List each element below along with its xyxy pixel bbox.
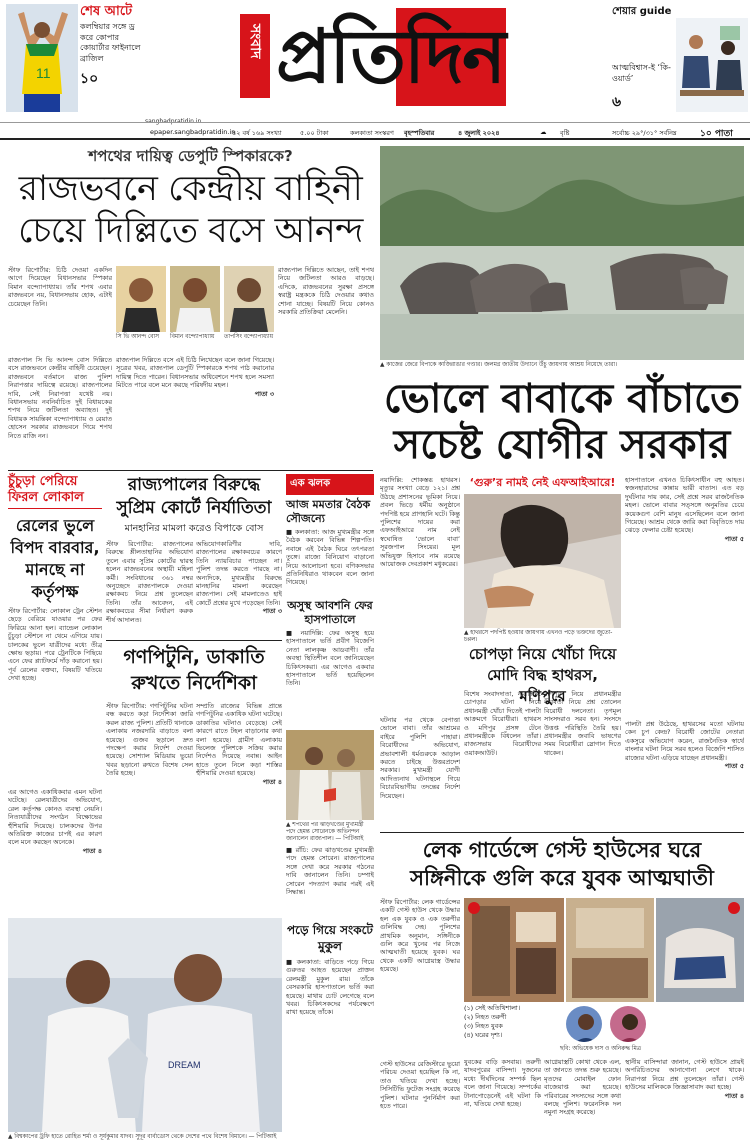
- mukul-story[interactable]: [286, 922, 374, 954]
- photo-list-item: (২) নিহত তরুণী: [464, 1013, 507, 1021]
- page-count: ১০ পাতা: [700, 129, 733, 139]
- supplement-logo: শেয়ার guide: [612, 6, 672, 17]
- guesthouse-photo[interactable]: [464, 898, 564, 1002]
- ek-jhalak-column[interactable]: [286, 474, 374, 697]
- lake-body-col1: [380, 898, 460, 1058]
- portrait-2: [170, 266, 220, 332]
- victim-illustration: [656, 898, 744, 1002]
- hathras-photo-caption: ▲ হাথরসে পদপিষ্ট হওয়ার জায়গায় এখনও পড়ে ভক্তদের জুতো-চপ্পল।: [464, 630, 613, 643]
- hathras-subhead: ‘গুরু’র নামই নেই এফআইআরে!: [469, 476, 616, 489]
- hathras-body-col3: [625, 476, 744, 716]
- lake-body-col2: [464, 1058, 541, 1142]
- masthead-logo[interactable]: [150, 4, 600, 116]
- weekday: বৃহস্পতিবার: [404, 129, 435, 137]
- chopra-headline-line1: চোপড়া নিয়ে খোঁচা দিয়ে: [468, 645, 617, 663]
- mukul-headline: পড়ে গিয়ে সংকটে মুকুল: [287, 923, 373, 953]
- hooghly-body-2: [8, 788, 102, 912]
- victim-photo[interactable]: [656, 898, 744, 1002]
- governor-body-text-2: অভিযোগকারিণীর দাবি, রাজ্যপালের রক্ষাকবচের কারণে তিনি ন্যায়বিচার পাচ্ছেন না। পুলিশ তদন্ত করতে পারছে না। অন্যদিকে, মুখ্যমন্ত্রীর বিরুদ্ধে মানহানির মামলা করেছেন রাজ্যপাল। সেই মামলাতেও হাই কোর্টে প্রশ্নের মুখে পড়েছেন তিনি।: [196, 540, 282, 607]
- chopra-body-col3: [625, 720, 744, 830]
- lake-body-col4: [625, 1058, 744, 1142]
- sports-teaser-text: [80, 4, 142, 91]
- ek-jhalak-item3-body: [286, 846, 374, 912]
- lake-headline-line2: সঙ্গিনীকে গুলি করে যুবক আত্মঘাতী: [410, 866, 714, 890]
- office-illustration: [676, 18, 748, 112]
- ganapitni-headline-line2: রুখতে নির্দেশিকা: [131, 672, 257, 694]
- lake-body-col3: [544, 1058, 621, 1142]
- photo-list-item: (১) সেই অতিথিশালা।: [464, 1004, 520, 1012]
- lead-story[interactable]: [8, 146, 373, 252]
- ek-jhalak-item1-body: [286, 528, 374, 596]
- ek-jhalak-item1-text: ■ কলকাতা: আজ মুখ্যমন্ত্রীর সঙ্গে বৈঠক করবেন বিভিন্ন শিল্পপতি। নবান্নে এই বৈঠক ঘিরে তৎপরতা তুঙ্গে। রাজ্যে বিনিয়োগ বাড়ানো নিয়ে আলোচনা হবে। বণিকসভার প্রতিনিধিরাও থাকবেন বলে জানা গিয়েছে।: [286, 528, 374, 587]
- sports-page-number: ১০: [80, 71, 99, 87]
- chopra-body-col1: [464, 690, 541, 830]
- hooghly-body-text-2: এর আগেও একাধিকবার এমন ঘটনা ঘটেছে। রেলযাত্রীদের অভিযোগ, রেল কর্তৃপক্ষ কোনও ব্যবস্থা নেয়নি। নিত্যযাত্রীদের সংগঠন বিক্ষোভের হুঁশিয়ারি দিয়েছে। চালকদের উপর অতিরিক্ত কাজের চাপই এর কারণ বলে মনে করছেন অনেকে।: [8, 788, 102, 847]
- lead-body-text-1: রাজ্যপাল সি ভি আনন্দ বোস দিল্লিতে বসে রাজভবনে কেন্দ্রীয় বাহিনী চেয়েছেন। রাজভবনে বর্তমানে রাজ্য পুলিশ নিরাপত্তার দায়িত্বে রয়েছে। রাজ্যপালের দাবি, সেই নিরাপত্তা যথেষ্ট নয়। বিধানসভায় নবনির্বাচিত দুই বিধায়কের শপথ নিয়ে জটিলতা অব্যাহত। দুই বিধায়ক সায়ন্তিকা বন্দ্যোপাধ্যায় ও রেয়াত হোসেন সরকার রাজভবনে গিয়ে শপথ নিতে রাজি নন।: [8, 356, 112, 440]
- victim-portrait-1: [564, 1004, 604, 1044]
- hathras-headline-line1: ভোলে বাবাকে বাঁচাতে: [383, 376, 741, 422]
- date-strip: [0, 122, 750, 140]
- cricket-photo[interactable]: [8, 918, 282, 1132]
- lead-body-text-3: রাজ্যপাল দিল্লিতে আছেন, তাই শপথ নিয়ে জটিলতা আরও বাড়ছে। এদিকে, রাজভবনের সুরক্ষা প্রসঙ্গে স্বরাষ্ট্র মন্ত্রককে চিঠি দেওয়ার কথাও শোনা যাচ্ছে। বিষয়টি নিয়ে কোনও সরকারি প্রতিক্রিয়া মেলেনি।: [278, 266, 374, 317]
- person-icon: [610, 1006, 648, 1044]
- person-icon: [224, 266, 274, 332]
- chopra-body-text-1: বিশেষ সংবাদদাতা, নয়াদিল্লি: চোপড়ার ঘটনা নিয়ে প্রধানমন্ত্রী খোঁচা দিতেই পালটা আক্রমণে বিরোধীরা। হাথরস ও মণিপুর প্রসঙ্গ টেনে প্রধানমন্ত্রীকে বিঁধলেন তাঁরা। রাজ্যসভায় বিরোধীদের ওয়াকআউট।: [464, 690, 541, 757]
- sports-teaser[interactable]: [6, 4, 141, 116]
- spacer: [625, 360, 626, 361]
- ganapitni-headline-line1: গণপিটুনি, ডাকাতি: [123, 646, 265, 668]
- grieving-woman-illustration: [464, 494, 621, 628]
- mukul-body-text: ■ কলকাতা: বাড়িতে পড়ে গিয়ে গুরুতর আহত হয়েছেন প্রাক্তন রেলমন্ত্রী মুকুল রায়। তাঁকে বেসরকারি হাসপাতালে ভর্তি করা হয়েছে। মাথায় চোট লেগেছে বলে খবর। চিকিৎসকদের পর্যবেক্ষণে রাখা হয়েছে তাঁকে।: [286, 958, 374, 1017]
- hathras-byline: পাতা ৫: [724, 534, 744, 543]
- supplement-text: আত্মবিশ্বাস-ই ‘কি-ওয়ার্ড’: [612, 63, 671, 83]
- lead-kicker: শপথের দায়িত্ব ডেপুটি স্পিকারকে?: [88, 147, 293, 165]
- sports-text: কলম্বিয়ার সঙ্গে ড্র করে কোপার কোয়ার্টার ফাইনালে ব্রাজিল: [80, 22, 141, 63]
- hathras-headline[interactable]: [380, 376, 744, 468]
- divider: [106, 640, 282, 641]
- lead-headline-line2: চেয়ে দিল্লিতে বসে আনন্দ: [18, 211, 363, 251]
- person-icon: [170, 266, 220, 332]
- lead-body-col2: [116, 356, 274, 466]
- edition: কলকাতা সংস্করণ: [350, 129, 394, 137]
- hooghly-body: [8, 607, 102, 753]
- hathras-photo[interactable]: [464, 494, 621, 628]
- divider: [380, 832, 744, 833]
- rhino-illustration: [380, 146, 744, 360]
- hooghly-byline: পাতা ৪: [82, 846, 102, 855]
- building-illustration: [464, 898, 564, 1002]
- logo-vertical-band: [240, 14, 270, 98]
- governor-body-text-1: স্টাফ রিপোর্টার: রাজ্যপালের বিরুদ্ধে শ্লীলতাহানির অভিযোগ তুলে এবার সুপ্রিম কোর্টের দ্বারস্থ হলেন রাজভবনের অস্থায়ী মহিলা কর্মী। সংবিধানের ৩৬১ নম্বর অনুচ্ছেদে রাজ্যপালকে দেওয়া রক্ষাকবচ নিয়ে প্রশ্ন তুলেছেন তিনি। তাঁর আবেদন, এই রক্ষাকবচের সীমা নির্ধারণ করুক শীর্ষ আদালত।: [106, 540, 193, 624]
- victim-portrait-2: [608, 1004, 648, 1044]
- price: ৫.০০ টাকা: [300, 129, 329, 137]
- hemant-caption: ▲ শপথের পর ঝাড়খণ্ডের মুখ্যমন্ত্রী পদে হেমন্ত সোরেনকে অভিনন্দন জানালেন রাজ্যপাল। — পিটিআই: [286, 822, 364, 842]
- portrait-3: [224, 266, 274, 332]
- lead-body-col3: [278, 266, 374, 466]
- ek-jhalak-item1-title: আজ মমতার বৈঠক সৌজন্যে: [286, 498, 371, 525]
- temperature: সর্বোচ্চ ২৯°/৩১° সর্বনিম্ন: [612, 129, 677, 137]
- lake-photo-credit: ছবি: অভিষেক দাস ও অনিরুদ্ধ মিত্র: [560, 1046, 641, 1052]
- lake-body-col5: [380, 1060, 460, 1142]
- lake-body-text-3: যুবকের বাড়ি কসবায়। তরুণী যাদবপুরের বাসিন্দা। দুজনের মধ্যে দীর্ঘদিনের সম্পর্ক ছিল বলে জানা গিয়েছে। সম্পর্কের টানাপোড়েনেই এই ঘটনা কি না, খতিয়ে দেখা হচ্ছে।: [464, 1058, 541, 1109]
- lead-portraits: [116, 266, 274, 346]
- logo-vertical-text: সংবাদ: [247, 24, 263, 59]
- hemant-photo[interactable]: [286, 730, 374, 820]
- chopra-headline-line2: মোদি বিদ্ধ হাথরস, মণিপুরে: [487, 666, 598, 705]
- weather: বৃষ্টি: [560, 129, 570, 137]
- photo-list-item: (৪) ঘরের দৃশ্য।: [464, 1031, 503, 1039]
- hooghly-body-text: স্টাফ রিপোর্টার: লোকাল ট্রেন স্টেশন ছেড়ে বেরিয়ে যাওয়ার পর ফের ফিরিয়ে আনা হল। ব্যান্ডেল লোকাল চুঁচুড়া স্টেশনে না থেমে এগিয়ে যায়। চালকের ভুলে যাত্রীদের মধ্যে তীব্র ক্ষোভ ছড়ায়। পরে ট্রেনটিকে পিছিয়ে এনে ফের প্ল্যাটফর্মে দাঁড় করানো হয়। পূর্ব রেলের বক্তব্য, বিষয়টি খতিয়ে দেখা হচ্ছে।: [8, 607, 102, 683]
- ganapitni-body-text-2: সম্প্রতি রাজ্যের বিভিন্ন প্রান্তে গণপিটুনির একাধিক ঘটনা ঘটেছে। ডাকাতির ঘটনাও বেড়েছে। সেই কারণে রাতে টহল বাড়ানোর কথা বলা হয়েছে। গ্রামীণ এলাকায় ভিলেজ পুলিশকে সক্রিয় করার নির্দেশও দিয়েছে নবান্ন। আইন হাতে তুলে নিলে কড়া শাস্তির হুঁশিয়ারি দেওয়া হয়েছে।: [196, 702, 282, 778]
- lake-story[interactable]: [380, 836, 744, 892]
- lake-headline-line1: লেক গার্ডেন্সে গেস্ট হাউসের ঘরে: [422, 838, 702, 862]
- divider: [8, 470, 373, 471]
- lake-body-text-4: আগ্নেয়াস্ত্রটি কোথা থেকে এল, তা জানতে তদন্ত শুরু হয়েছে। মৃতদের মোবাইল ফোন বাজেয়াপ্ত করা হয়েছে। পরিবারের সদস্যদের সঙ্গে কথা বলছে পুলিশ। ফরেনসিক দল নমুনা সংগ্রহ করেছে।: [544, 1058, 621, 1117]
- hathras-headline-line2: সচেষ্ট যোগীর সরকার: [393, 422, 731, 468]
- svg-text:DREAM: DREAM: [168, 1060, 201, 1070]
- lead-headline-line1: রাজভবনে কেন্দ্রীয় বাহিনী: [18, 169, 363, 209]
- supplement-photo: [676, 18, 748, 112]
- chopra-byline: পাতা ৫: [724, 762, 744, 771]
- ganapitni-body-col1: [106, 702, 193, 912]
- photo-marker-2: [728, 902, 740, 914]
- portrait-caption-3: তাপসিং বন্দ্যোপাধ্যায়: [224, 334, 274, 340]
- hooghly-headline: রেলের ভুলে বিপদ বারবার, মানছে না কর্তৃপক্ষ: [10, 516, 100, 601]
- lead-intro: [8, 266, 112, 353]
- lake-byline: পাতা ৪: [724, 1091, 744, 1100]
- supplement-page-number: ৬: [612, 94, 622, 110]
- lake-photo-list: [464, 1004, 560, 1040]
- governor-body-col2: [196, 540, 282, 636]
- ek-jhalak-item2-body: [286, 629, 374, 697]
- portrait-caption-2: বিমান বন্দ্যোপাধ্যায়: [170, 334, 215, 340]
- portrait-1: [116, 266, 166, 332]
- epaper-url: epaper.sangbadpratidin.in: [150, 128, 236, 136]
- lake-body-text-5: স্থানীয় বাসিন্দারা জানান, গেস্ট হাউসে প্রায়ই অপরিচিতদের আনাগোনা লেগে থাকে। নিরাপত্তা নিয়ে প্রশ্ন তুলেছেন তাঁরা। গেস্ট হাউসের মালিককে জিজ্ঞাসাবাদ করা হচ্ছে।: [625, 1058, 744, 1092]
- hathras-body-col1: [380, 476, 460, 716]
- ganapitni-body-col2: [196, 702, 282, 912]
- ek-jhalak-label: এক ঝলক: [286, 474, 374, 495]
- ganapitni-story[interactable]: [106, 644, 282, 696]
- governor-body-col1: [106, 540, 193, 636]
- supplement-teaser[interactable]: [612, 4, 750, 116]
- hooghly-kicker: চুঁচুড়া পেরিয়ে ফিরল লোকাল: [8, 474, 102, 509]
- hathras-body-text-3: হাসপাতালে এখনও চিকিৎসাধীন বহু আহত। স্বজনহারাদের কান্নায় ভারী বাতাস। এত বড় দুর্ঘটনার দায় কার, সেই প্রশ্নে সরব রাজনৈতিক মহল। ভোলে বাবার সত্সঙ্গে অনুমতির চেয়ে কয়েকগুণ বেশি মানুষ এসেছিলেন বলে জানা গিয়েছে। আশ্রম থেকে জারি করা বিবৃতিতে দায় ঝেড়ে ফেলার চেষ্টা হয়েছে।: [625, 476, 744, 535]
- cricket-illustration: [8, 918, 282, 1132]
- hooghly-story[interactable]: [8, 474, 102, 753]
- logo-text: প্রতিদিন: [276, 14, 505, 100]
- ganapitni-byline: পাতা ৪: [262, 777, 282, 786]
- lake-body-text-1: স্টাফ রিপোর্টার: লেক গার্ডেন্সের একটি গেস্ট হাউস থেকে উদ্ধার হল এক যুবক ও এক তরুণীর গুলিবিদ্ধ দেহ। পুলিশের প্রাথমিক অনুমান, সঙ্গিনীকে গুলি করে খুনের পর নিজে আত্মঘাতী হয়েছে যুবক। ঘর থেকে একটি আগ্নেয়াস্ত্র উদ্ধার হয়েছে।: [380, 898, 460, 974]
- portrait-caption-1: সি ভি আনন্দ বোস: [116, 334, 159, 340]
- chopra-body-col2: [544, 690, 621, 830]
- cloud-icon: ☁: [540, 128, 547, 136]
- ek-jhalak-item2-title: অসুস্থ আবশনি ফের হাসপাতালে: [287, 599, 373, 626]
- cricket-caption: ▲ বিশ্বকাপের ট্রফি হাতে রোহিত শর্মা ও সূর্যকুমার যাদব। সুদূর বার্বাডোস থেকে দেশের পথে বিশেষ বিমানে। — পিটিআই: [8, 1134, 277, 1140]
- footballer-photo: [6, 4, 78, 112]
- photo-marker-1: [468, 902, 480, 914]
- lake-body-text-6: গেস্ট হাউসের রেজিস্টারে ভুয়ো পরিচয় দেওয়া হয়েছিল কি না, তাও খতিয়ে দেখা হচ্ছে। সিসিটিভি ফুটেজ সংগ্রহ করেছে পুলিশ। ঘটনার পুনর্নির্মাণ করা হতে পারে।: [380, 1060, 460, 1111]
- ek-jhalak-item3-text: ■ রাঁচি: ফের ঝাড়খণ্ডের মুখ্যমন্ত্রী পদে হেমন্ত সোরেন। রাজ্যপালের সঙ্গে দেখা করে সরকার গঠনের দাবি জানালেন তিনি। চম্পাই সোরেন পদত্যাগ করার পরই এই সিদ্ধান্ত।: [286, 846, 374, 897]
- lead-body-col1: [8, 356, 112, 466]
- person-icon: [566, 1006, 604, 1044]
- governor-headline-line1: রাজ্যপালের বিরুদ্ধে: [127, 475, 261, 495]
- url-primary: sangbadpratidin.in: [145, 118, 202, 125]
- date: ৪ জুলাই ২০২৪: [458, 129, 500, 137]
- person-icon: [116, 266, 166, 332]
- two-people-illustration: [286, 730, 374, 820]
- governor-headline-line2: সুপ্রিম কোর্টে নির্যাতিতা: [116, 498, 272, 518]
- governor-byline: পাতা ৩: [262, 607, 282, 616]
- governor-story[interactable]: [106, 474, 282, 536]
- ganapitni-body-text-1: স্টাফ রিপোর্টার: গণপিটুনির ঘটনা বন্ধ করতে কড়া নির্দেশিকা জারি করল রাজ্য পুলিশ। প্রতিটি থানাকে এলাকায় নজরদারি বাড়াতে বলা হয়েছে। গুজব ছড়ালে দ্রুত পদক্ষেপ করার নির্দেশ দেওয়া হয়েছে। সোশ্যাল মিডিয়ায় ভুয়ো খবর ছড়ানো রুখতে বিশেষ সেল তৈরি হচ্ছে।: [106, 702, 193, 778]
- lead-body-text-2: রাজ্যপাল দিল্লিতে বসে এই চিঠি লিখেছেন বলে জানা গিয়েছে। সূত্রের খবর, রাজ্যপাল ডেপুটি স্পিকারকে শপথ পাঠ করানোর দায়িত্ব দিতে পারেন। বিধানসভার অধিবেশনে শপথ হলে সমস্যা মিটতে পারে বলে মনে করছে পরিষদীয় মহল।: [116, 356, 274, 390]
- room-photo[interactable]: [566, 898, 654, 1002]
- rhino-photo[interactable]: [380, 146, 744, 360]
- svg-text:11: 11: [36, 65, 51, 81]
- hathras-subhead-wrap: [464, 476, 621, 490]
- room-illustration: [566, 898, 654, 1002]
- governor-subhead: মানহানির মামলা করেও বিপাকে বোস: [124, 523, 264, 534]
- lead-byline: পাতা ৩: [254, 389, 274, 398]
- hathras-body-col2: [380, 716, 460, 830]
- footballer-illustration: [6, 4, 78, 112]
- photo-list-item: (৩) নিহত যুবক: [464, 1022, 503, 1030]
- rhino-caption: ▲ কাজের জেরে বিপাকে কাজিরাঙার গণ্ডার। জলমগ্ন জাতীয় উদ্যানে উঁচু জায়গায় আশ্রয় নিয়েছে তারা।: [380, 362, 618, 368]
- chopra-body-text-2: মণিপুর নিয়ে প্রধানমন্ত্রীর নীরবতা নিয়ে প্রশ্ন তোলেন বিরোধী দলনেতা। তৃণমূল সাংসদরাও সরব হন। সংসদে উত্তপ্ত পরিস্থিতি তৈরি হয়। প্রধানমন্ত্রীর জবাবি ভাষণের সময় বিরোধীরা স্লোগান দিতে থাকেন।: [544, 690, 621, 757]
- ek-jhalak-item2-text: ■ নয়াদিল্লি: ফের অসুস্থ হয়ে হাসপাতালে ভর্তি প্রবীণ বিজেপি নেতা লালকৃষ্ণ আডবাণী। তাঁর অবস্থা স্থিতিশীল বলে জানিয়েছেন চিকিৎসকরা। এর আগেও একবার হাসপাতালে ভর্তি হয়েছিলেন তিনি।: [286, 629, 374, 688]
- hathras-body-text-1: নয়াদিল্লি: শোকস্তব্ধ হাথরস। মৃত্যুর সংখ্যা বেড়ে ১২১। প্রশ্ন উঠছে প্রশাসনের ভূমিকা নিয়ে। প্রবল ভিড়ে ধর্মীয় অনুষ্ঠানে পদপিষ্ট হয়ে প্রাণহানি ঘটে। কিন্তু পুলিশের দায়ের করা এফআইআরে নাম নেই স্বঘোষিত ‘ভোলে বাবা’ সূরজপাল সিংয়ের। মূল অভিযুক্ত হিসাবে নাম রয়েছে আয়োজক দেবপ্রকাশ মধুকরের।: [380, 476, 460, 569]
- hathras-body-text-2: ঘটনার পর থেকে বেপাত্তা ভোলে বাবা। তাঁর আশ্রমের বাইরে পুলিশি পাহারা। বিরোধীদের অভিযোগ, প্রভাবশালী ধর্মগুরুকে আড়াল করতে চাইছে উত্তরপ্রদেশ সরকার। মুখ্যমন্ত্রী যোগী আদিত্যনাথ ঘটনাস্থলে গিয়ে বিচারবিভাগীয় তদন্তের নির্দেশ দিয়েছেন।: [380, 716, 460, 800]
- chopra-body-text-3: পালটা প্রশ্ন উঠেছে, হাথরসের মতো ঘটনায় কেন চুপ কেন্দ্র? বিরোধী জোটের নেতারা একসুরে অভিযোগ করেন, রাজনৈতিক স্বার্থে বাংলার ঘটনা নিয়ে সরব হলেও বিজেপি শাসিত রাজ্যের ঘটনা এড়িয়ে যাচ্ছেন প্রধানমন্ত্রী।: [625, 720, 744, 762]
- mukul-body: [286, 958, 374, 1134]
- issue-number: ৪২ বর্ষ ১৬৯ সংখ্যা: [232, 129, 282, 137]
- lead-intro-text: স্টাফ রিপোর্টার: চিঠি দেওয়া একদিন আগে দিয়েছেন বিধানসভার স্পিকার বিমান বন্দ্যোপাধ্যায়। তাঁর শপথ এবার রাজভবনে নয়, বিধানসভায় হোক, এটাই চেয়েছেন তিনি।: [8, 266, 112, 308]
- sports-title: শেষ আটে: [80, 4, 133, 19]
